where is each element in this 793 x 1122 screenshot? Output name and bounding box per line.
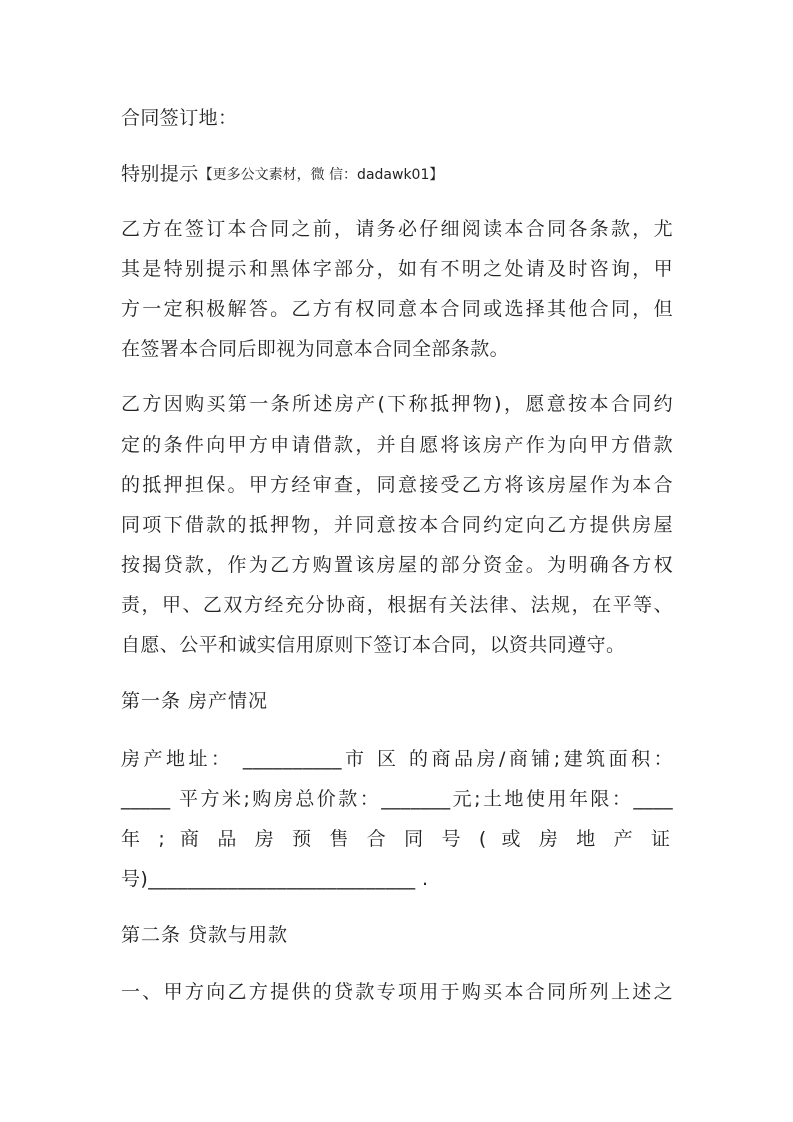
purpose-line-6: 责，甲、乙双方经充分协商，根据有关法律、法规，在平等、: [121, 594, 673, 616]
intro-line-1: 乙方在签订本合同之前，请务必仔细阅读本合同各条款，尤: [121, 218, 673, 240]
special-notice-line: [121, 162, 673, 187]
purpose-line-1: 乙方因购买第一条所述房产(下称抵押物)，愿意按本合同约: [121, 393, 673, 415]
article-1-title: 第一条 房产情况: [121, 690, 269, 712]
purpose-line-5: 按揭贷款，作为乙方购置该房屋的部分资金。为明确各方权: [121, 554, 673, 576]
purpose-line-2: 定的条件向甲方申请借款，并自愿将该房产作为向甲方借款: [121, 434, 673, 456]
special-notice-title: 特别提示: [121, 163, 199, 185]
purpose-line-4: 同项下借款的抵押物，并同意按本合同约定向乙方提供房屋: [121, 514, 673, 536]
article-2-title: 第二条 贷款与用款: [121, 924, 289, 946]
purpose-line-7: 自愿、公平和诚实信用原则下签订本合同，以资共同遵守。: [121, 634, 626, 656]
property-line-1: 房产地址： __________市 区 的商品房/商铺;建筑面积：: [121, 748, 673, 770]
intro-line-2: 其是特别提示和黑体字部分，如有不明之处请及时咨询，甲: [121, 258, 673, 280]
loan-line-1: 一、甲方向乙方提供的贷款专项用于购买本合同所列上述之: [121, 981, 673, 1003]
purpose-line-3: 的抵押担保。甲方经审查，同意接受乙方将该房屋作为本合: [121, 474, 673, 496]
property-line-3: 年 ; 商 品 房 预 售 合 同 号 ( 或 房 地 产 证: [121, 828, 673, 850]
intro-line-3: 方一定积极解答。乙方有权同意本合同或选择其他合同，但: [121, 298, 673, 320]
promo-note: 【更多公文素材，微 信：dadawk01】: [198, 167, 444, 183]
property-line-4: 号)___________________________ .: [121, 868, 429, 890]
intro-line-4: 在签署本合同后即视为同意本合同全部条款。: [121, 338, 510, 360]
property-line-2: _____ 平方米;购房总价款：_______元;土地使用年限：____: [121, 788, 673, 810]
contract-place-label: 合同签订地：: [121, 107, 238, 129]
